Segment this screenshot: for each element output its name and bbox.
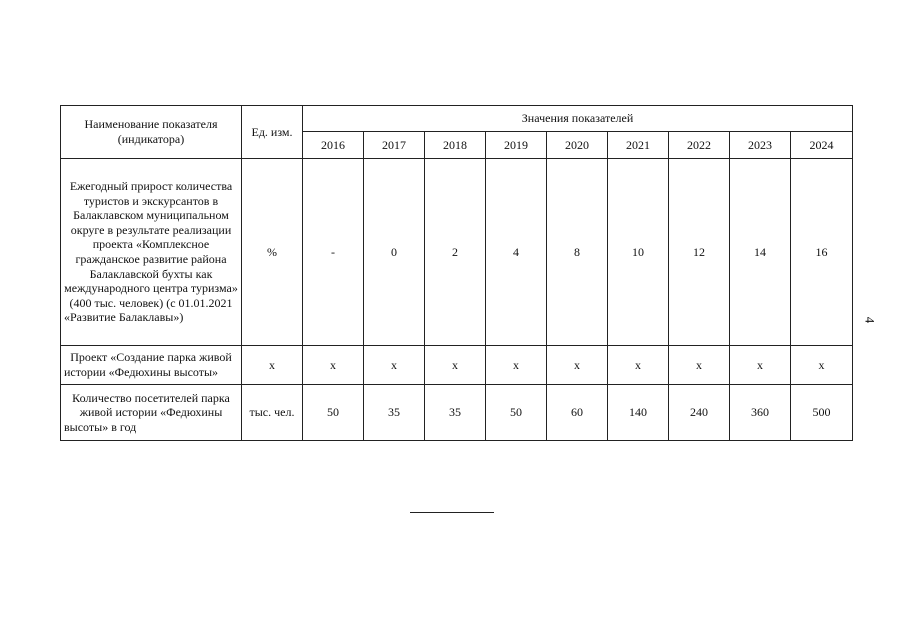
- row-value: х: [669, 346, 730, 385]
- row-indicator-name: Проект «Создание парка живой истории «Федюхины высоты»: [61, 346, 242, 385]
- row-value: 50: [486, 385, 547, 441]
- row-unit: тыс. чел.: [242, 385, 303, 441]
- row-value: 140: [608, 385, 669, 441]
- header-year: 2019: [486, 132, 547, 159]
- row-value: 14: [730, 159, 791, 346]
- row-value: х: [364, 346, 425, 385]
- row-indicator-name: Количество посетителей парка живой истории «Федюхины высоты» в год: [61, 385, 242, 441]
- row-value: х: [608, 346, 669, 385]
- table-row: [61, 346, 853, 385]
- page-number: 4: [862, 316, 878, 324]
- table-row: [61, 159, 853, 346]
- header-unit: Ед. изм.: [242, 106, 303, 159]
- table-row: [61, 385, 853, 441]
- row-value: х: [791, 346, 853, 385]
- row-value: 35: [425, 385, 486, 441]
- row-value: х: [486, 346, 547, 385]
- row-indicator-name: Ежегодный прирост количества туристов и экскурсантов в Балаклавском муниципальном округе в результате реализации проекта «Комплексное гражданское развитие района Балаклавской бухты как международного центра туризма» (400 тыс. человек) (с 01.01.2021 «Развитие Балаклавы»): [61, 159, 242, 346]
- header-year: 2016: [303, 132, 364, 159]
- row-value: х: [730, 346, 791, 385]
- row-value: 35: [364, 385, 425, 441]
- header-year: 2024: [791, 132, 853, 159]
- header-year: 2023: [730, 132, 791, 159]
- row-value: 240: [669, 385, 730, 441]
- row-value: 12: [669, 159, 730, 346]
- row-value: 50: [303, 385, 364, 441]
- row-value: х: [303, 346, 364, 385]
- row-value: 60: [547, 385, 608, 441]
- row-value: 0: [364, 159, 425, 346]
- row-value: 2: [425, 159, 486, 346]
- header-year: 2018: [425, 132, 486, 159]
- row-unit: %: [242, 159, 303, 346]
- row-value: х: [547, 346, 608, 385]
- row-value: 16: [791, 159, 853, 346]
- indicators-table: [60, 105, 853, 441]
- row-value: 10: [608, 159, 669, 346]
- row-value: -: [303, 159, 364, 346]
- table-header-row: [61, 106, 853, 132]
- row-unit: х: [242, 346, 303, 385]
- header-year: 2020: [547, 132, 608, 159]
- separator-line: [410, 512, 494, 513]
- header-year: 2022: [669, 132, 730, 159]
- row-value: 500: [791, 385, 853, 441]
- header-indicator-name: Наименование показателя (индикатора): [61, 106, 242, 159]
- row-value: 360: [730, 385, 791, 441]
- header-values-group: Значения показателей: [303, 106, 853, 132]
- header-year: 2017: [364, 132, 425, 159]
- row-value: 4: [486, 159, 547, 346]
- row-value: 8: [547, 159, 608, 346]
- header-year: 2021: [608, 132, 669, 159]
- row-value: х: [425, 346, 486, 385]
